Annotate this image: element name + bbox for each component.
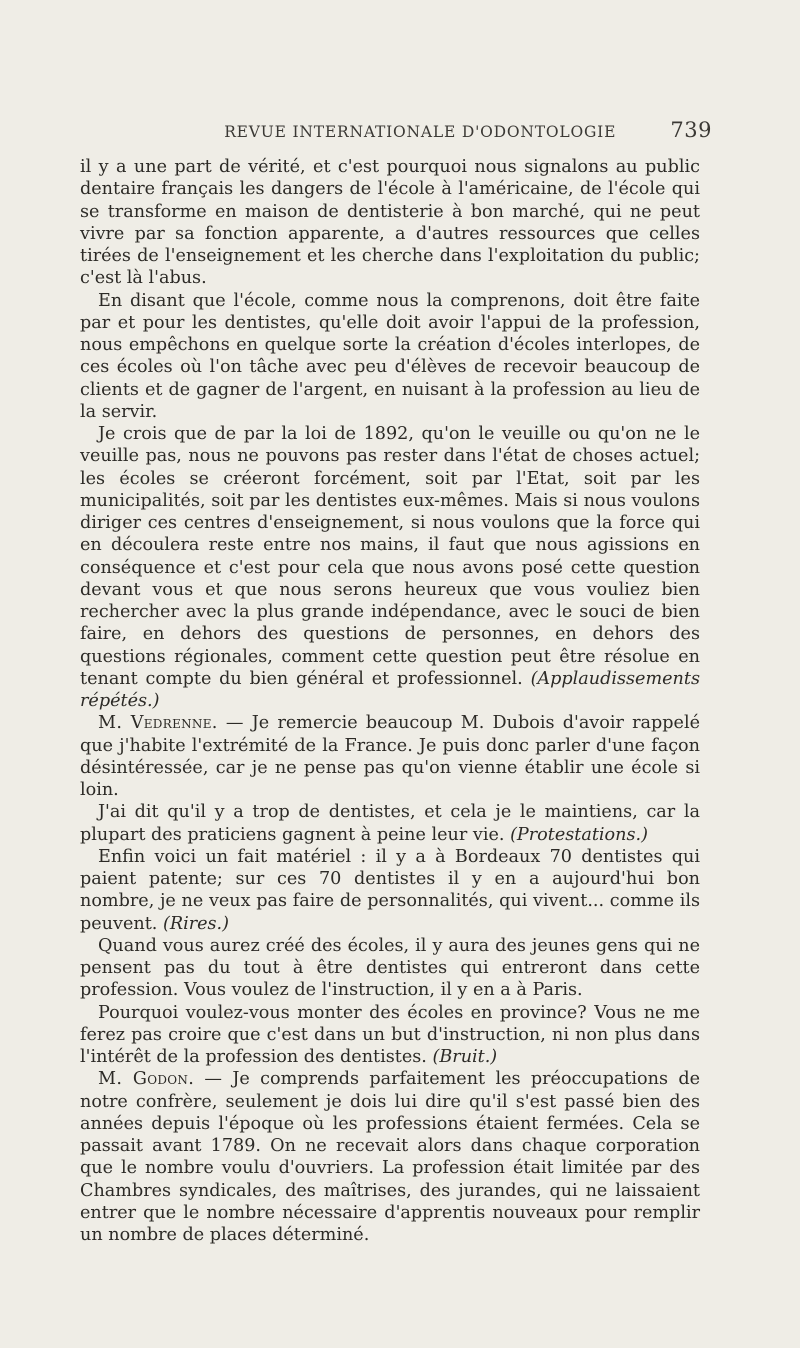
stage-direction: (Rires.): [162, 913, 229, 934]
speaker-name: M. Vedrenne.: [98, 713, 218, 734]
paragraph-6: [80, 846, 700, 935]
page-number: 739: [670, 118, 712, 142]
paragraph-text: J'ai dit qu'il y a trop de dentistes, et cela je le maintiens, car la plupart des praticiens gagnent à peine leur vie.: [80, 802, 700, 845]
paragraph-text: il y a une part de vérité, et c'est pourquoi nous signalons au public dentaire français les dangers de l'école à l'américaine, de l'école qui se transforme en maison de dentisterie à bon marché, qui ne peut vivre par sa fonction apparente, a d'autres ressources que celles tirées de l'enseignement et les cherche dans l'exploitation du public; c'est là l'abus.: [80, 157, 700, 289]
page-body: [80, 156, 700, 1246]
paragraph-text: En disant que l'école, comme nous la comprenons, doit être faite par et pour les dentistes, qu'elle doit avoir l'appui de la profession, nous empêchons en quelque sorte la création d'écoles interlopes, de ces écoles où l'on tâche avec peu d'élèves de recevoir beaucoup de clients et de gagner de l'argent, en nuisant à la profession au lieu de la servir.: [80, 290, 700, 422]
stage-direction: (Applaudissements répétés.): [80, 668, 700, 711]
paragraph-text: — Je remercie beaucoup M. Dubois d'avoir rappelé que j'habite l'extrémité de la France. Je puis donc parler d'une façon désintéressée, car je ne pense pas qu'on vienne établir une école si loin.: [80, 713, 700, 800]
page-header: [80, 118, 712, 150]
paragraph-9: [80, 1068, 700, 1246]
running-title: REVUE INTERNATIONALE D'ODONTOLOGIE: [224, 123, 617, 141]
stage-direction: (Bruit.): [432, 1047, 498, 1067]
paragraph-text: Je crois que de par la loi de 1892, qu'on le veuille ou qu'on ne le veuille pas, nous ne pouvons pas rester dans l'état de choses actuel; les écoles se créeront forcément, soit par l'Etat, soit par les municipalités, soit par les dentistes eux-mêmes. Mais si nous voulons diriger ces centres d'enseignement, si nous voulons que la force qui en découlera reste entre nos mains, il faut que nous agissions en conséquence et c'est pour cela que nous avons posé cette question devant vous et que nous serons heureux que vous vouliez bien rechercher avec la plus grande indépendance, avec le souci de bien faire, en dehors des questions de personnes, en dehors des questions régionales, comment cette question peut être résolue en tenant compte du bien général et professionnel.: [80, 424, 700, 689]
paragraph-2: [80, 290, 700, 424]
speaker-name: M. Godon.: [98, 1069, 195, 1090]
paragraph-4: [80, 712, 700, 801]
paragraph-1: [80, 156, 700, 290]
paragraph-text: — Je comprends parfaitement les préoccupations de notre confrère, seulement je dois lui dire qu'il s'est passé bien des années depuis l'époque où les professions étaient fermées. Cela se passait avant 1789. On ne recevait alors dans chaque corporation que le nombre voulu d'ouvriers. La profession était limitée par des Chambres syndicales, des maîtrises, des jurandes, qui ne laissaient entrer que le nombre nécessaire d'apprentis nouveaux pour remplir un nombre de places déterminé.: [80, 1069, 700, 1245]
paragraph-text: Enfin voici un fait matériel : il y a à Bordeaux 70 dentistes qui paient patente; sur ces 70 dentistes il y en a aujourd'hui bon nombre, je ne veux pas faire de personnalités, qui vivent... comme ils peuvent.: [80, 846, 700, 934]
paragraph-8: [80, 1002, 700, 1069]
stage-direction: (Protestations.): [510, 824, 648, 845]
paragraph-7: [80, 935, 700, 1002]
paragraph-3: [80, 423, 700, 712]
paragraph-text: Quand vous aurez créé des écoles, il y aura des jeunes gens qui ne pensent pas du tout à être dentistes qui entreront dans cette profession. Vous voulez de l'instruction, il y en a à Paris.: [80, 935, 700, 1001]
paragraph-text: Pourquoi voulez-vous monter des écoles en province? Vous ne me ferez pas croire que c'est dans un but d'instruction, ni non plus dans l'intérêt de la profession des dentistes.: [80, 1002, 700, 1067]
paragraph-5: [80, 801, 700, 846]
